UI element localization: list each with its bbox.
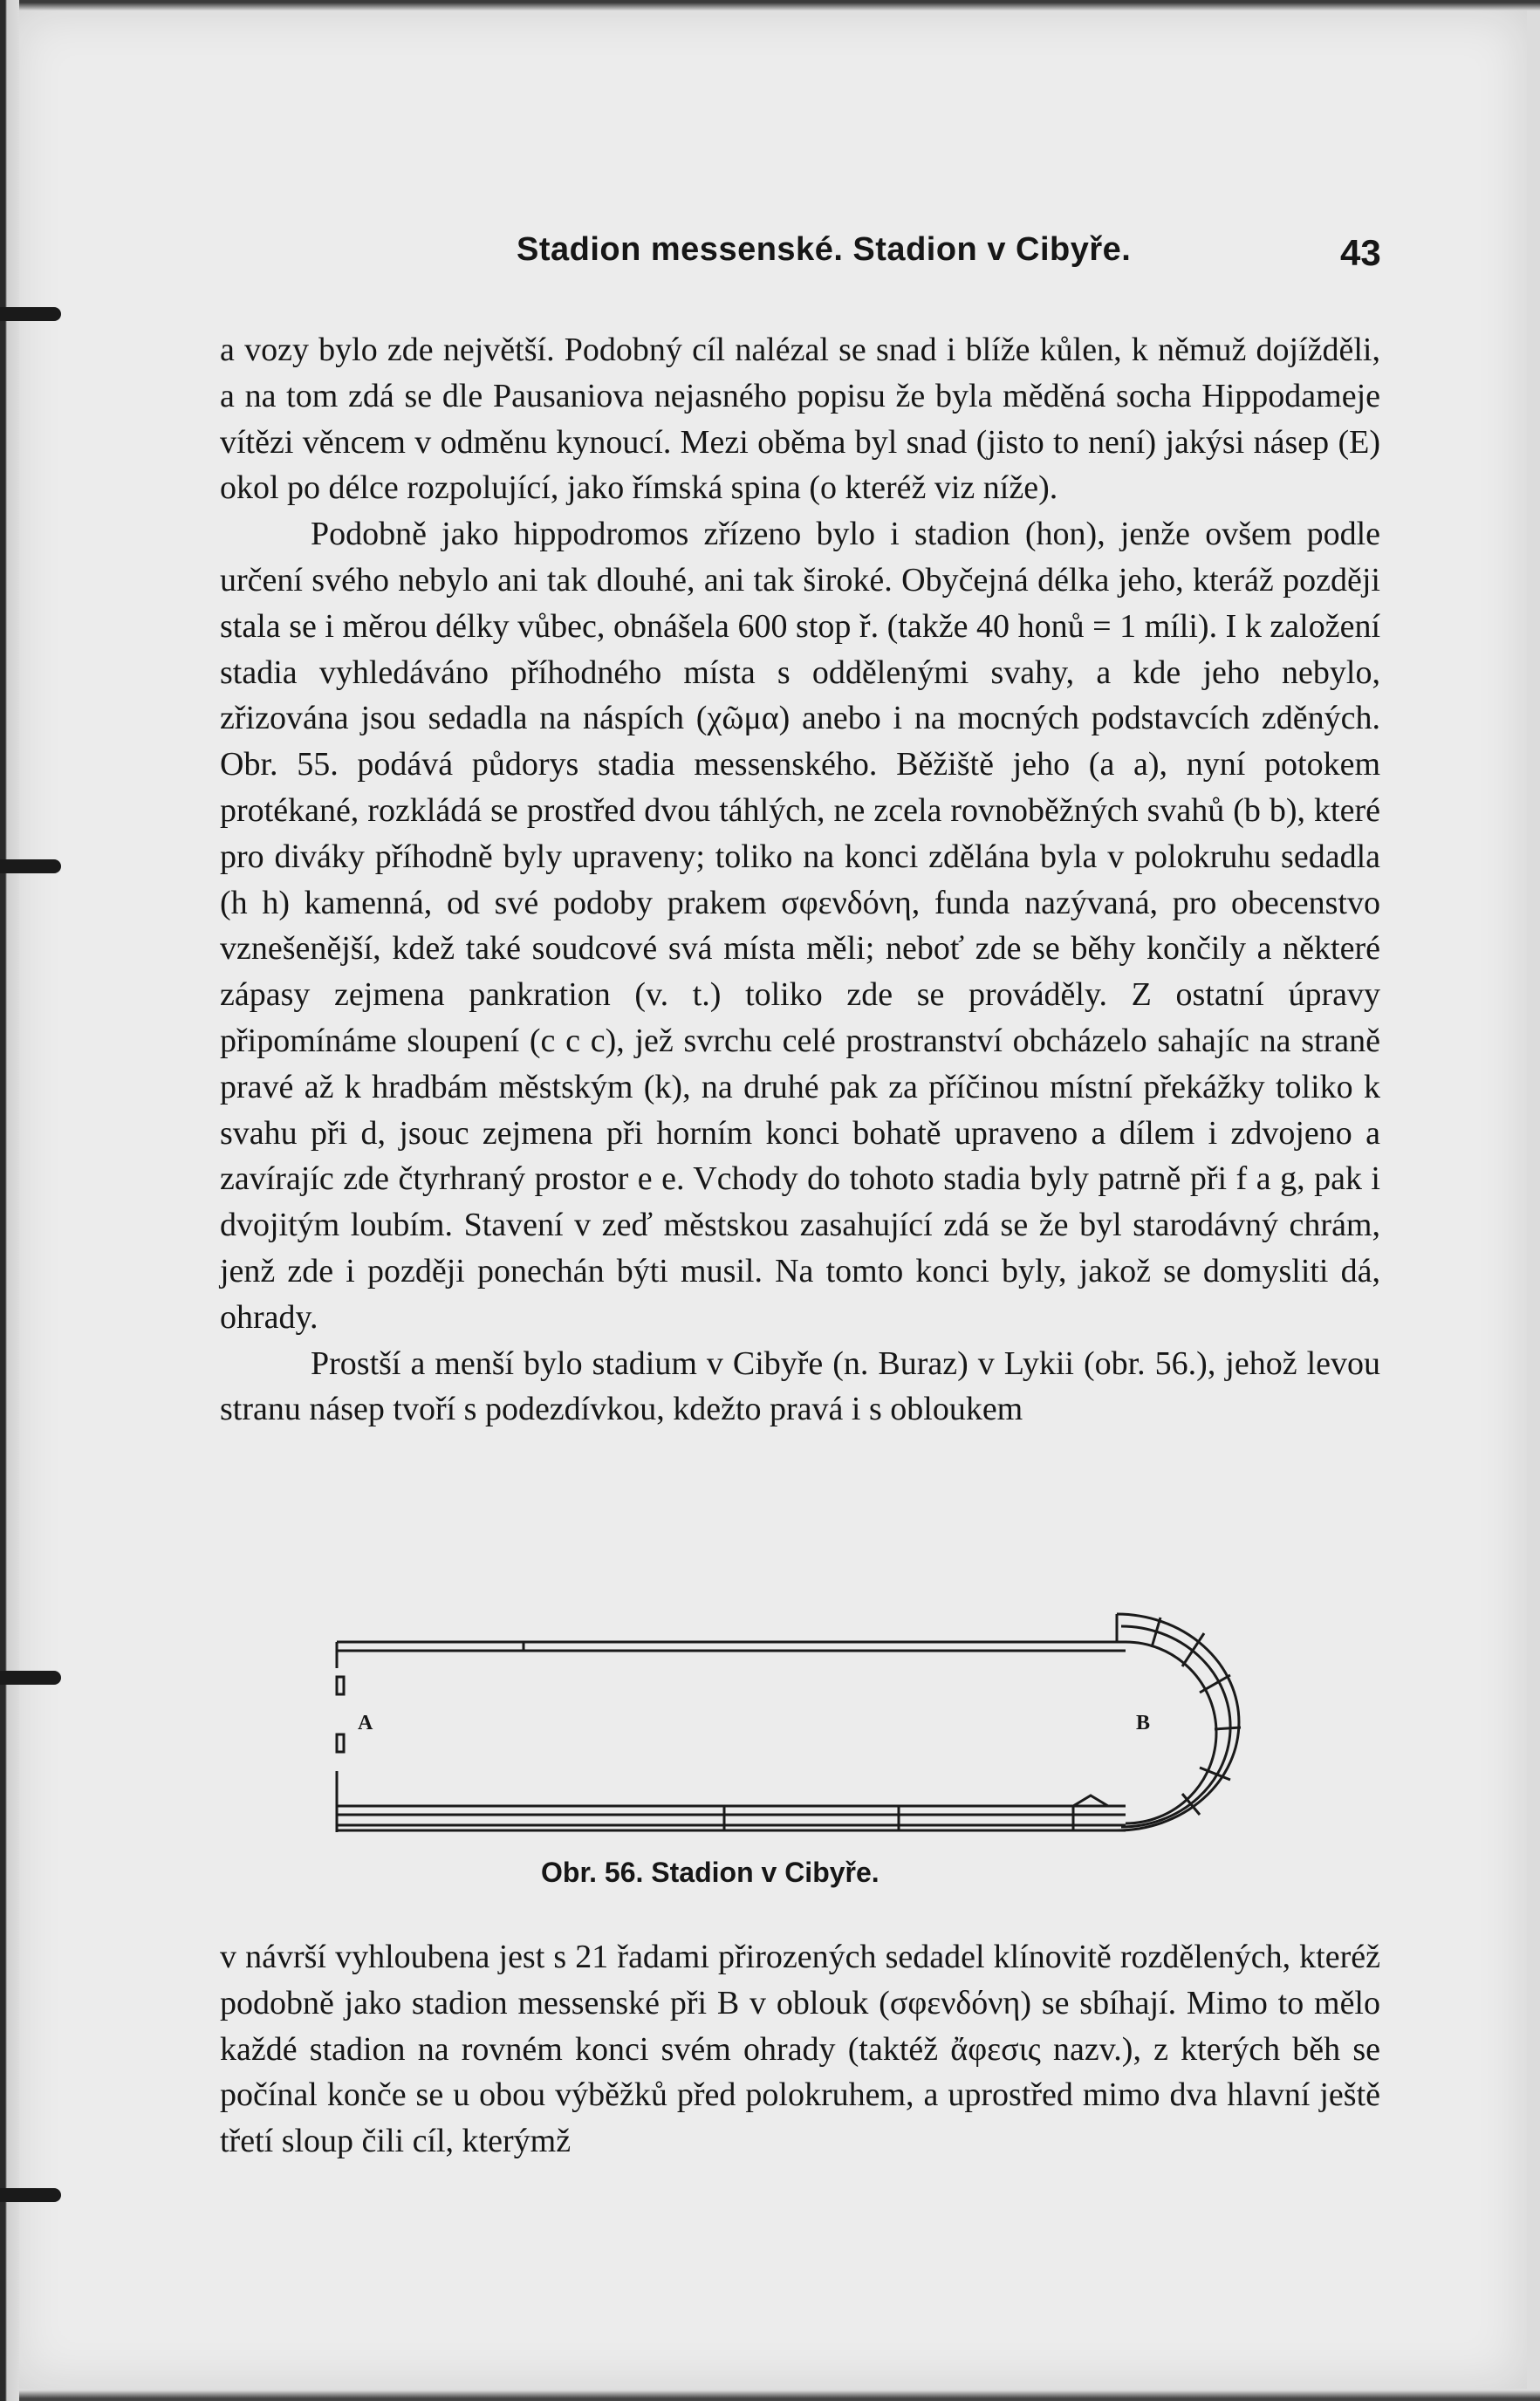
stadium-plan-drawing bbox=[323, 1597, 1457, 1858]
paragraph: Podobně jako hippodromos zřízeno bylo i stadion (hon), jenže ovšem podle určení svého nebylo ani tak dlouhé, ani tak široké. Obyčejná délka jeho, kteráž později stala se i měrou délky vůbec, obnášela 600 stop ř. (takže 40 honů = 1 míli). I k založení stadia vyhledáváno příhodného místa s oddělenými svahy, a kde jeho nebylo, zřizována jsou sedadla na náspích (χῶμα) anebo i na mocných podstavcích zděných. Obr. 55. podává půdorys stadia messenského. Běžiště jeho (a a), nyní potokem protékané, rozkládá se prostřed dvou táhlých, ne zcela rovnoběžných svahů (b b), které pro diváky příhodně byly upraveny; toliko na konci zdělána byla v polokruhu sedadla (h h) kamenná, od své podoby prakem σφενδόνη, funda nazývaná, pro obecenstvo vznešenější, kdež také soudcové svá místa měli; neboť zde se běhy končily a některé zápasy zejmena pankration (v. t.) toliko zde se prováděly. Z ostatní úpravy připomínáme sloupení (c c c), jež svrchu celé prostranství obcházelo sahajíc na straně pravé až k hradbám městským (k), na druhé pak za příčinou místní překážky toliko k svahu při d, jsouc zejmena při horním konci bohatě upraveno a dílem i zdvojeno a zavírajíc zde čtyrhraný prostor e e. Vchody do tohoto stadia byly patrně při f a g, pak i dvojitým loubím. Stavení v zeď městskou zasahující zdá se že byl starodávný chrám, jenž zde i později ponechán býti musil. Na tomto konci byly, jakož se domysliti dá, ohrady. bbox=[220, 516, 1380, 1336]
binding-mark bbox=[0, 2188, 61, 2202]
body-text-bottom bbox=[220, 1934, 1380, 2165]
binding-mark bbox=[0, 307, 61, 321]
gate-marker bbox=[337, 1734, 344, 1752]
paragraph: v návrší vyhloubena jest s 21 řadami přirozených sedadel klínovitě rozdělených, kteréž podobně jako stadion messenské při B v oblouk (σφενδόνη) se sbíhají. Mimo to mělo každé stadion na rovném konci svém ohrady (taktéž ἄφεσις nazv.), z kterých běh se počínal konče se u obou výběžků před polokruhem, a uprostřed mimo dva hlavní ještě třetí sloup čili cíl, kterýmž bbox=[220, 1939, 1380, 2160]
paragraph: a vozy bylo zde největší. Podobný cíl nalézal se snad i blíže kůlen, k němuž dojížděli, a na tom zdá se dle Pausaniova nejasného popisu že byla měděná socha Hippodameje vítězi věncem v odměnu kynoucí. Mezi oběma byl snad (jisto to není) jakýsi násep (E) okol po délce rozpolující, jako římská spina (o kteréž viz níže). bbox=[220, 332, 1380, 507]
running-head: Stadion messenské. Stadion v Cibyře. bbox=[517, 231, 1132, 268]
sphendone-wedge-line bbox=[1200, 1675, 1230, 1693]
stadium-plan-figure bbox=[323, 1597, 1457, 1858]
binding-mark bbox=[0, 1671, 61, 1685]
scan-edge-bottom bbox=[0, 2391, 1540, 2401]
scan-edge-left bbox=[0, 0, 19, 2401]
sphendone-wedge-line bbox=[1215, 1727, 1241, 1729]
turning-post-marker bbox=[1073, 1796, 1108, 1806]
gate-marker bbox=[337, 1677, 344, 1694]
sphendone-outer-arc bbox=[1117, 1614, 1239, 1830]
page-number: 43 bbox=[1340, 232, 1381, 273]
label-b: B bbox=[1136, 1712, 1151, 1734]
body-text-top bbox=[220, 327, 1380, 1433]
binding-mark bbox=[0, 859, 61, 873]
label-a: A bbox=[358, 1712, 373, 1734]
paragraph: Prostší a menší bylo stadium v Cibyře (n. Buraz) v Lykii (obr. 56.), jehož levou stranu násep tvoří s podezdívkou, kdežto pravá i s obloukem bbox=[220, 1344, 1380, 1428]
figure-caption: Obr. 56. Stadion v Cibyře. bbox=[541, 1857, 880, 1888]
scan-edge-top bbox=[0, 0, 1540, 10]
